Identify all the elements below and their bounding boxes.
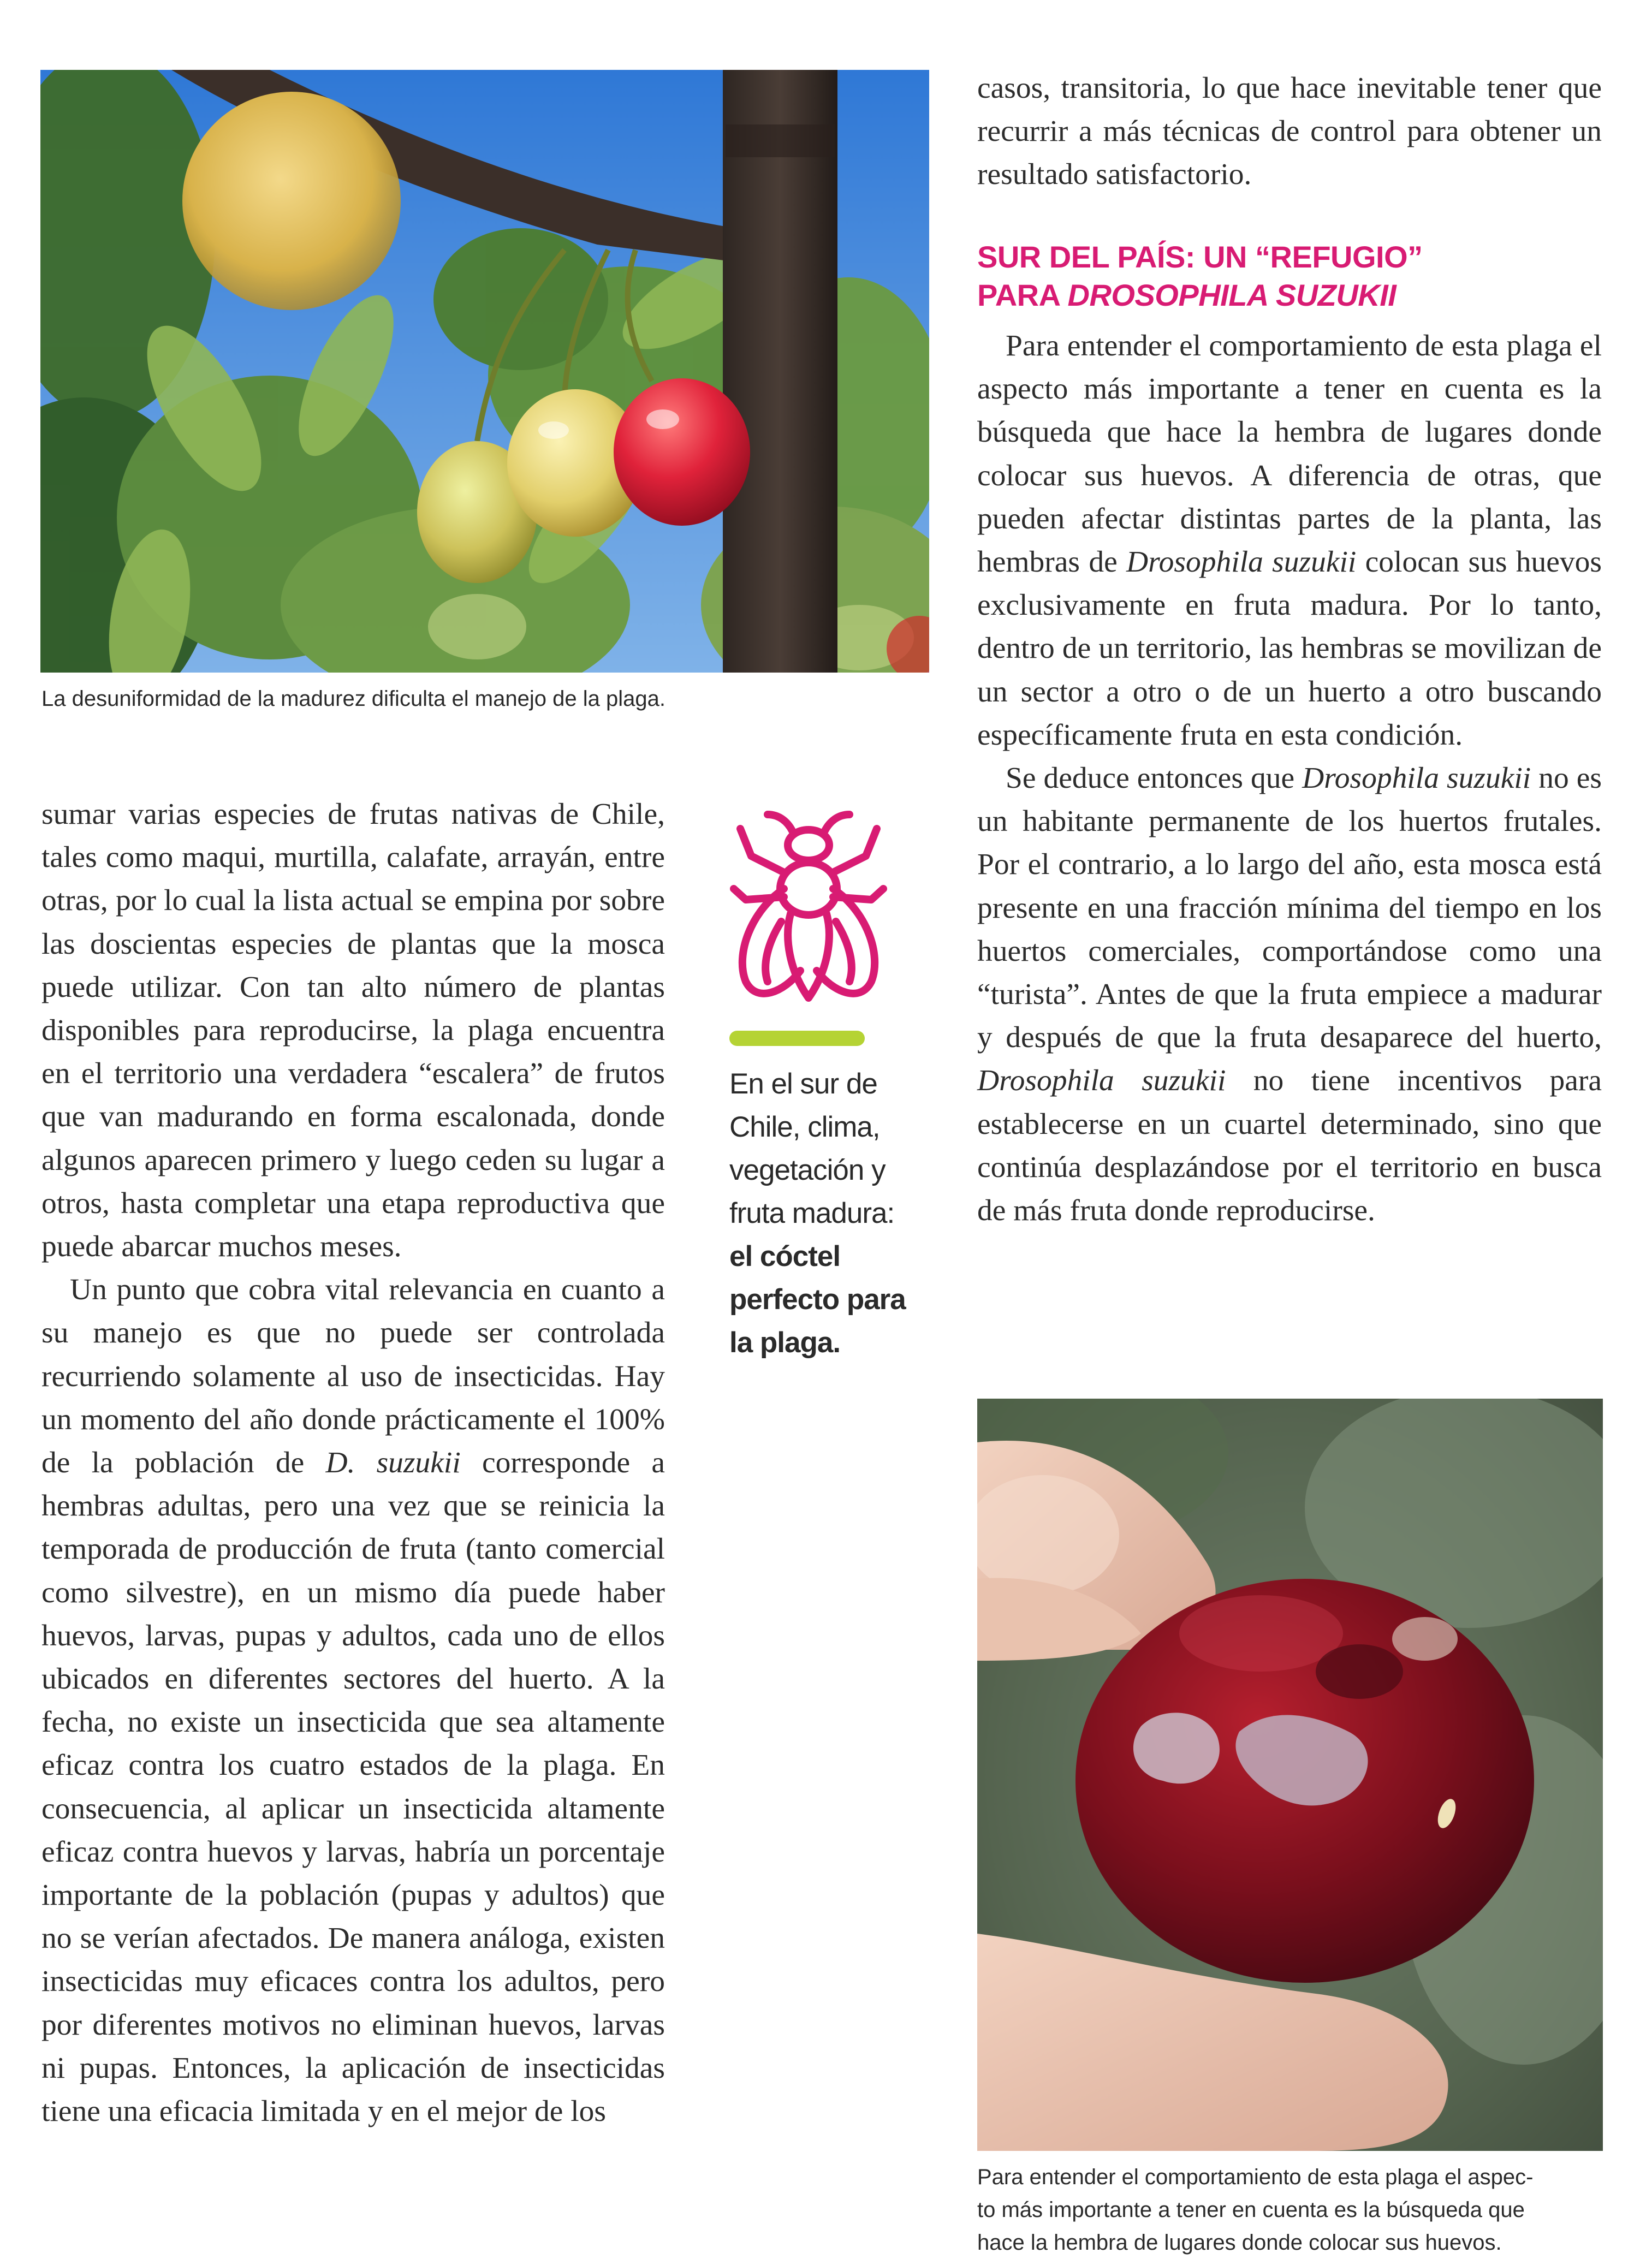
pull-quote-line-2: Chile, clima, xyxy=(729,1111,880,1143)
cherry-tree-photo xyxy=(40,70,929,673)
pull-quote xyxy=(729,1062,948,1364)
left-column xyxy=(41,793,665,2133)
left-paragraph-1: sumar varias especies de frutas nativas de Chile, tales como maqui, murtilla, calafate, arrayán, entre otras, por lo cual la lista actual se empina por sobre las doscientas especies de plantas que la mosca puede utilizar. Con tan alto número de plantas disponibles para reproducirse, la plaga encuentra en el territorio una verdadera “escalera” de frutos que van madurando en forma escalonada, donde algunos aparecen primero y luego ceden su lugar a otros, hasta completar una etapa reproductiva que puede abarcar muchos meses. xyxy=(41,798,665,1264)
left-paragraph-2: Un punto que cobra vital relevancia en cuanto a su manejo es que no puede ser controlada recurriendo solamente al uso de insecticidas. Hay un momento del año donde prácticamente el 100% de la población de D. suzukii corresponde a hembras adultas, pero una vez que se reinicia la temporada de producción de fruta (tanto comercial como silvestre), en un mismo día puede haber huevos, larvas, pupas y adultos, cada uno de ellos ubicados en diferentes sectores del huerto. A la fecha, no existe un insecticida que sea altamente eficaz contra los cuatro estados de la plaga. En consecuencia, al aplicar un insecticida altamente eficaz contra huevos y larvas, habría un porcentaje importante de la población (pupas y adultos) que no se verían afectados. De manera análoga, existen insecticidas muy eficaces contra los adultos, pero por diferentes motivos no eliminan huevos, larvas ni pupas. Entonces, la aplicación de insecticidas tiene una eficacia limitada y en el mejor de los xyxy=(41,1273,665,2129)
section-heading-line-2 xyxy=(977,276,1605,314)
section-heading-italic: DROSOPHILA SUZUKII xyxy=(1067,278,1397,312)
accent-bar xyxy=(729,1031,865,1046)
bottom-caption-line-3: hace la hembra de lugares donde colocar sus huevos. xyxy=(977,2231,1502,2255)
pull-quote-bold-1: el cóctel xyxy=(729,1240,841,1273)
section-heading xyxy=(977,238,1605,314)
right-paragraph-1: Para entender el comportamiento de esta plaga el aspecto más importante a tener en cuenta es la búsqueda que hace la hembra de lugares donde colocar sus huevos. A diferencia de otras, que pueden afectar distintas partes de la planta, las hembras de Drosophila suzukii colocan sus huevos exclusivamente en fruta madura. Por lo tanto, dentro de un territorio, las hembras se movilizan de un sector a otro o de un huerto a otro buscando específicamente fruta en esta condición. xyxy=(977,329,1602,752)
fly-icon xyxy=(729,807,888,1013)
bottom-photo-caption xyxy=(977,2161,1605,2259)
right-paragraph-2: Se deduce entonces que Drosophila suzukii no es un habitante permanente de los huertos frutales. Por el contrario, a lo largo del año, esta mosca está presente en una fracción mínima del tiempo en los huertos comerciales, comportándose como una “turista”. Antes de que la fruta empiece a madurar y después de que la fruta desaparece del huerto, Drosophila suzukii no tiene incentivos para establecerse en un cuartel determinado, sino que continúa desplazándose por el territorio en busca de más fruta donde reproducirse. xyxy=(977,762,1602,1228)
pull-quote-bold-2: perfecto para xyxy=(729,1283,906,1316)
right-column-intro xyxy=(977,67,1602,197)
damaged-cherry-photo xyxy=(977,1399,1603,2151)
section-heading-prefix: PARA xyxy=(977,278,1060,312)
section-heading-line-1: SUR DEL PAÍS: UN “REFUGIO” xyxy=(977,240,1423,274)
right-column-body xyxy=(977,324,1602,1232)
bottom-caption-line-1: Para entender el comportamiento de esta plaga el aspec- xyxy=(977,2165,1534,2189)
top-photo-caption: La desuniformidad de la madurez dificulta el manejo de la plaga. xyxy=(41,687,665,711)
right-intro-paragraph: casos, transitoria, lo que hace inevitable tener que recurrir a más técnicas de control para obtener un resultado satisfactorio. xyxy=(977,72,1602,192)
pull-quote-line-4: fruta madura: xyxy=(729,1197,895,1229)
bottom-caption-line-2: to más importante a tener en cuenta es la búsqueda que xyxy=(977,2198,1525,2222)
pull-quote-line-1: En el sur de xyxy=(729,1068,877,1100)
pull-quote-line-3: vegetación y xyxy=(729,1154,886,1186)
pull-quote-bold-3: la plaga. xyxy=(729,1327,841,1359)
